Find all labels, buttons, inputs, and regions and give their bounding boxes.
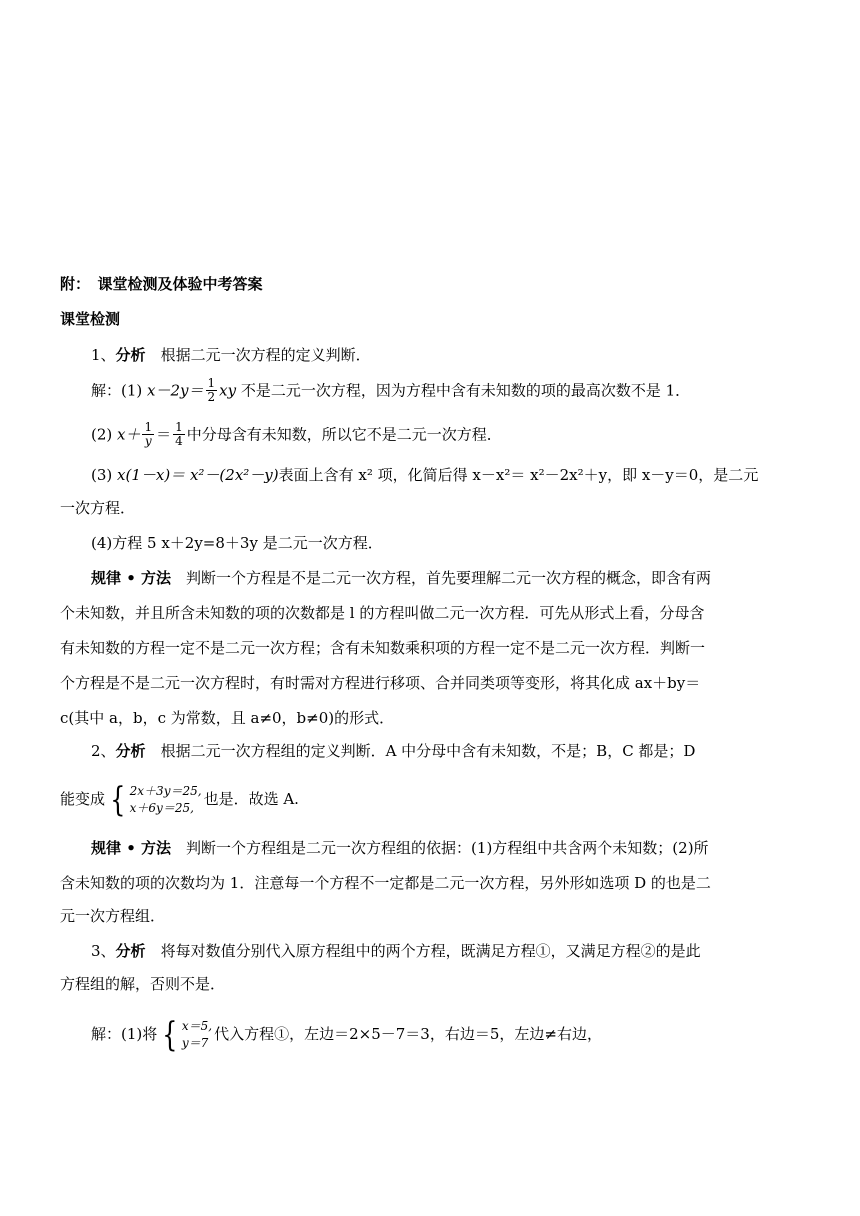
fraction-numerator: 1 (144, 420, 153, 434)
rule1-line-1 (91, 568, 711, 588)
q2-suffix: 也是．故选 A. (203, 790, 299, 808)
fraction-one-half (206, 377, 218, 404)
rule1-line-5: c(其中 a，b，c 为常数，且 a≠0，b≠0)的形式． (60, 709, 395, 727)
rule2-text-1: 判断一个方程组是二元一次方程组的依据：(1)方程组中共含两个未知数；(2)所 (171, 839, 709, 857)
q3-s1-prefix: 解：(1)将 (91, 1025, 158, 1043)
rule2-line-3: 元一次方程组． (60, 907, 166, 925)
appendix-title: 附： 课堂检测及体验中考答案 (60, 275, 263, 293)
q3-number: 3、 (91, 942, 116, 960)
q1-s3-eq: x(1－x)＝ x²－(2x²－y) (117, 466, 279, 484)
fraction-denominator: y (144, 434, 152, 448)
q1-s2-eq-a: x＋ (117, 425, 141, 444)
equation-system (107, 780, 202, 820)
fraction-one-quarter (173, 421, 185, 448)
q1-solution-4: (4)方程 5 x＋2y=8＋3y 是二元一次方程． (91, 534, 383, 552)
q1-s1-eq-a: x－2y＝ (147, 381, 204, 400)
q3-analysis-cont: 方程组的解，否则不是． (60, 975, 226, 993)
q1-s3-text-a: 表面上含有 x² 项，化简后得 x－x²＝ x²－2x²＋y，即 x－y＝0，是二元 (278, 466, 759, 484)
system-row-1: 2x＋3y＝25, (129, 784, 202, 798)
q2-number: 2、 (91, 742, 116, 760)
q1-solution-3-cont: 一次方程． (60, 499, 136, 517)
q1-s2-eq-mid: ＝ (156, 425, 172, 444)
q1-s1-text: 不是二元一次方程，因为方程中含有未知数的项的最高次数不是 1． (236, 381, 691, 400)
q2-analysis-cont (60, 777, 299, 821)
q2-analysis (91, 741, 695, 761)
rule1-line-4: 个方程是不是二元一次方程时，有时需对方程进行移项、合并同类项等变形，将其化成 ax＋by＝ (60, 674, 701, 692)
equation-system (159, 1015, 213, 1055)
q3-s1-suffix: 代入方程①，左边＝2×5－7＝3，右边＝5，左边≠右边， (214, 1025, 602, 1043)
left-brace-icon: { (162, 1015, 178, 1055)
section-title: 课堂检测 (60, 310, 121, 328)
left-brace-icon: { (110, 780, 126, 820)
q1-number: 1、 (91, 346, 116, 364)
q2-prefix: 能变成 (60, 790, 106, 808)
q1-solution-2 (91, 422, 502, 449)
rule2-line-2: 含未知数的项的次数均为 1．注意每一个方程不一定都是二元一次方程，另外形如选项 D 的也是二 (60, 874, 711, 892)
q3-solution-1 (91, 1012, 602, 1056)
q2-text-a: 根据二元一次方程组的定义判断．A 中分母中含有未知数，不是；B，C 都是；D (145, 742, 696, 760)
rule1-label: 规律 • 方法 (91, 569, 172, 587)
fraction-numerator: 1 (207, 376, 216, 390)
q1-s3-prefix: (3) (91, 466, 118, 484)
q1-solution-3 (91, 465, 758, 485)
q1-solution-1 (91, 378, 690, 405)
rule1-line-2: 个未知数，并且所含未知数的项的次数都是 l 的方程叫做二元一次方程．可先从形式上看，分母含 (60, 604, 705, 622)
rule2-line-1 (91, 838, 709, 858)
rule1-text-1: 判断一个方程是不是二元一次方程，首先要理解二元一次方程的概念，即含有两 (171, 569, 712, 587)
system-row-2: y＝7 (181, 1036, 209, 1050)
system-row-2: x＋6y＝25, (129, 801, 194, 815)
q1-text: 根据二元一次方程的定义判断． (145, 346, 371, 364)
q1-s1-prefix: 解：(1) (91, 381, 148, 400)
q3-analysis (91, 941, 701, 961)
fraction-denominator: 4 (175, 434, 183, 448)
q1-analysis (91, 345, 371, 365)
fraction-numerator: 1 (175, 420, 183, 434)
fraction-denominator: 2 (207, 390, 216, 404)
q3-text-a: 将每对数值分别代入原方程组中的两个方程，既满足方程①，又满足方程②的是此 (145, 942, 701, 960)
fraction-one-over-y (142, 421, 154, 448)
q1-s1-eq-b: xy (219, 381, 237, 400)
system-row-1: x＝5, (181, 1019, 213, 1033)
q1-label: 分析 (115, 346, 146, 364)
rule1-line-3: 有未知数的方程一定不是二元一次方程；含有未知数乘积项的方程一定不是二元一次方程．判断一 (60, 639, 706, 657)
q1-s2-prefix: (2) (91, 425, 118, 444)
q1-s2-text: 中分母含有未知数，所以它不是二元一次方程． (186, 425, 502, 444)
q2-label: 分析 (115, 742, 146, 760)
rule2-label: 规律 • 方法 (91, 839, 172, 857)
q3-label: 分析 (115, 942, 146, 960)
